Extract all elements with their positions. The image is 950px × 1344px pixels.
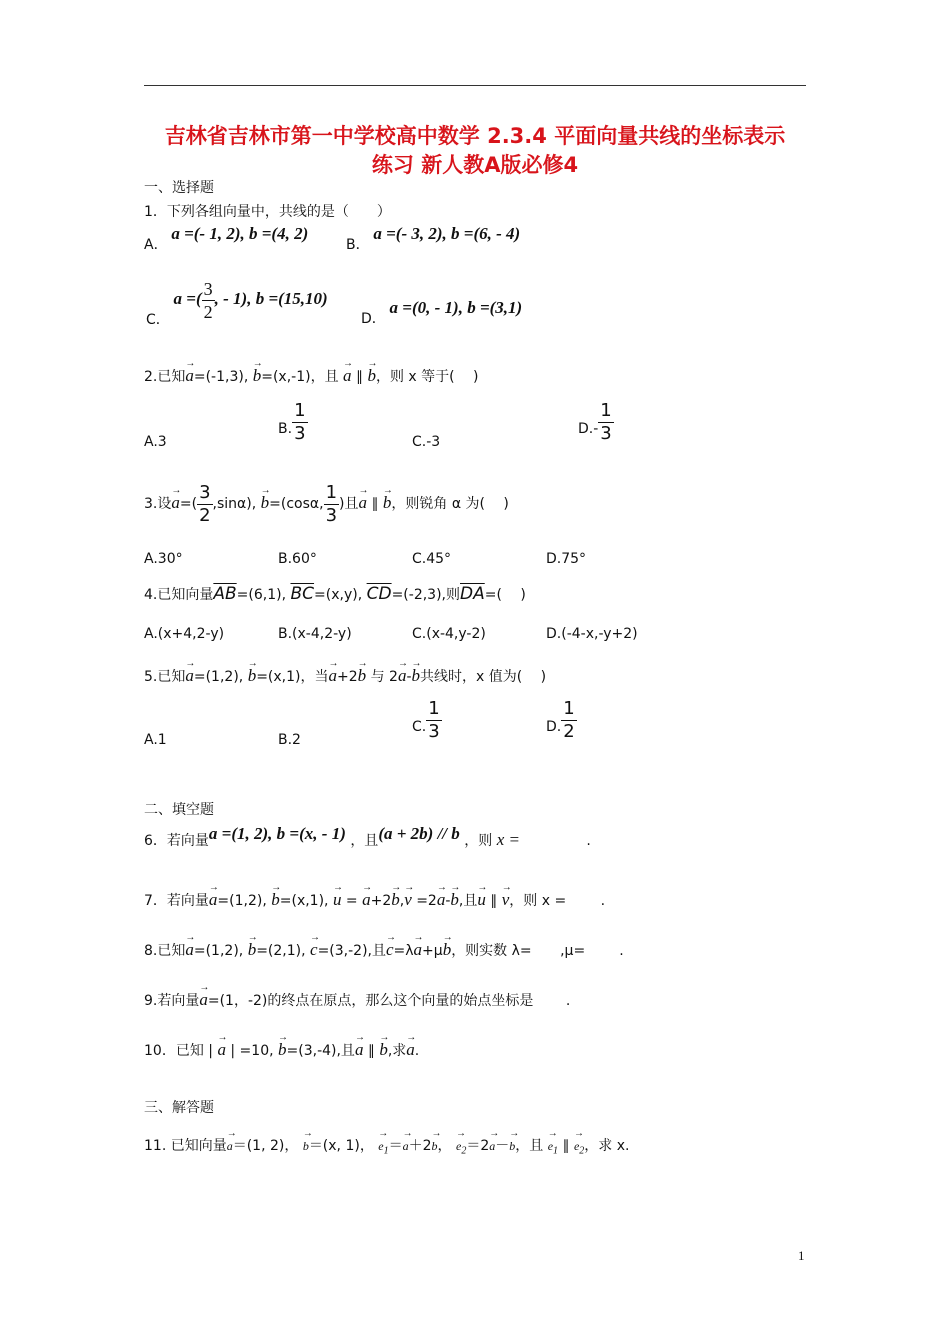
q1-b-expr: a =(- 3, 2), b =(6, - 4): [373, 224, 521, 243]
text-fragment: a =(1, 2), b =(x, - 1): [208, 824, 346, 843]
q1-option-a: [144, 224, 309, 254]
vector-a: → a: [185, 360, 194, 386]
text-fragment: ，则锐角 α 为( ): [391, 496, 509, 512]
text-fragment: .: [619, 943, 624, 959]
q1-option-d: [361, 298, 523, 327]
q2-option-d: [578, 400, 614, 445]
text-fragment: ∥: [490, 893, 498, 909]
text-fragment: , - 1), b =(15,10): [214, 288, 328, 308]
vector-b: → b: [253, 360, 262, 386]
text-fragment: 2: [461, 1145, 467, 1157]
vector-symbol: → b: [450, 884, 459, 910]
q3-option-c: C.45°: [412, 551, 452, 567]
text-fragment: ,sinα),: [212, 496, 257, 512]
vector-symbol: [574, 1130, 584, 1161]
q4-option-a: A.(x+4,2-y): [144, 626, 225, 642]
text-fragment: ，求 x.: [584, 1138, 630, 1154]
text-fragment: e: [456, 1139, 462, 1153]
vector-symbol: → a: [185, 660, 194, 686]
text-fragment: =(-2,3),则: [391, 587, 460, 603]
text-fragment: 3: [294, 423, 306, 444]
text-fragment: )且: [339, 496, 359, 512]
vector-symbol: → a: [355, 1034, 364, 1060]
q2-option-c: C.-3: [412, 434, 441, 450]
text-fragment: 1: [428, 698, 440, 719]
q6-stem: [144, 824, 591, 851]
fraction: [197, 482, 212, 527]
text-fragment: 2.已知: [144, 369, 186, 385]
q1-a-expr: a =(- 1, 2), b =(4, 2): [171, 224, 309, 243]
text-fragment: 4.已知向量: [144, 587, 214, 603]
text-fragment: +2: [336, 669, 358, 685]
vector-symbol: → a: [328, 660, 337, 686]
text-fragment: 8.已知: [144, 943, 186, 959]
vector-symbol: [456, 1130, 466, 1161]
text-fragment: D．: [361, 311, 386, 327]
q7-stem: [144, 884, 605, 911]
vector-symbol: → b: [379, 1034, 388, 1060]
text-fragment: =(x,y),: [314, 587, 363, 603]
text-fragment: 1: [563, 698, 575, 719]
vector-symbol: → a: [437, 884, 446, 910]
text-fragment: 6．若向量: [144, 833, 209, 849]
vector-symbol: → b: [261, 474, 270, 526]
text-fragment: =(x,1),: [279, 893, 329, 909]
vector-symbol: [548, 1130, 558, 1161]
vector-symbol: → a: [362, 884, 371, 910]
text-fragment: B.: [278, 420, 293, 437]
text-fragment: =(1,2),: [193, 669, 244, 685]
header-rule: [144, 85, 806, 86]
text-fragment: ，且: [350, 833, 379, 849]
text-fragment: 3: [600, 423, 612, 444]
text-fragment: =2: [416, 893, 437, 909]
text-fragment: 2: [199, 504, 211, 526]
text-fragment: 9.若向量: [144, 993, 200, 1009]
text-fragment: | =10,: [230, 1043, 274, 1059]
text-fragment: ，且: [515, 1138, 544, 1154]
vector-symbol: → b: [271, 884, 280, 910]
text-fragment: x =: [496, 830, 520, 849]
fraction: [292, 400, 307, 445]
fraction: [598, 400, 613, 445]
text-fragment: 1: [294, 400, 306, 421]
vector-symbol: → a: [209, 884, 218, 910]
text-fragment: 1: [325, 481, 338, 503]
vector-symbol: → b: [278, 1034, 287, 1060]
text-fragment: =(x,1)，当: [256, 669, 329, 685]
q4-option-d: D.(-4-x,-y+2): [546, 626, 638, 642]
section-answer: 三、解答题: [144, 1100, 214, 1116]
text-fragment: =(cosα,: [269, 496, 324, 512]
text-fragment: D.-: [578, 420, 599, 437]
text-fragment: =( ): [484, 587, 526, 603]
vector-symbol: → a: [358, 474, 367, 526]
fraction: [426, 698, 441, 743]
vector-symbol: → v: [404, 884, 412, 910]
vector-symbol: → b: [383, 474, 392, 526]
text-fragment: +2: [370, 893, 392, 909]
q1-option-b: [346, 224, 521, 254]
vector-symbol: → a: [199, 984, 208, 1010]
vector-symbol: → u: [333, 884, 342, 910]
vector-symbol: → b: [509, 1130, 515, 1156]
text-fragment: =(: [179, 496, 198, 512]
doc-title-line2: 练习 新人教A版必修4: [371, 153, 579, 177]
text-fragment: =λ: [393, 943, 414, 959]
text-fragment: a =(0, - 1), b =(3,1): [389, 298, 523, 317]
text-fragment: ＋2: [408, 1138, 432, 1154]
fraction: [561, 698, 576, 743]
text-fragment: ,求: [387, 1043, 407, 1059]
text-fragment: 2: [579, 1145, 585, 1157]
vector-symbol: → b: [432, 1130, 438, 1156]
text-fragment: A．: [144, 237, 168, 253]
text-fragment: =(1,2),: [217, 893, 267, 909]
vector-c: → c: [310, 934, 318, 960]
section-fill: 二、填空题: [144, 802, 214, 818]
vector-symbol: [378, 1130, 388, 1161]
vector-symbol: → a: [489, 1130, 495, 1156]
vector-symbol: → a: [227, 1130, 233, 1156]
q2-stem: [144, 360, 479, 387]
text-fragment: 1: [600, 400, 612, 421]
q5-option-a: A.1: [144, 732, 167, 748]
q3-option-d: D.75°: [546, 551, 587, 567]
fraction: [202, 278, 215, 323]
q3-option-b: B.60°: [278, 551, 317, 567]
q1-stem: 1．下列各组向量中，共线的是（ ）: [144, 204, 391, 220]
text-fragment: 1: [383, 1145, 389, 1157]
vector-symbol: → v: [502, 884, 510, 910]
text-fragment: B．: [346, 237, 370, 253]
vector-symbol: → b: [391, 884, 400, 910]
text-fragment: ∥: [371, 496, 379, 512]
text-fragment: e: [573, 1139, 580, 1153]
vector-symbol: → b: [412, 660, 421, 686]
text-fragment: ，则: [464, 833, 493, 849]
text-fragment: $\overline{DA}$: [460, 584, 485, 604]
text-fragment: －: [495, 1138, 510, 1154]
page-number: 1: [798, 1248, 805, 1263]
q5-option-d: [546, 698, 577, 743]
text-fragment: ，则 x 等于( ): [375, 369, 479, 385]
text-fragment: =: [345, 893, 358, 909]
text-fragment: $\overline{BC}$: [290, 584, 315, 604]
q5-option-c: [412, 698, 442, 743]
text-fragment: ，则 x =: [509, 893, 567, 909]
text-fragment: 3.设: [144, 496, 172, 512]
text-fragment: 2: [203, 302, 213, 322]
text-fragment: ∥: [562, 1138, 570, 1154]
text-fragment: 2: [563, 721, 575, 742]
vector-symbol: → a: [403, 1130, 409, 1156]
text-fragment: 共线时，x 值为( ): [420, 669, 547, 685]
text-fragment: ，则实数 λ=: [451, 943, 532, 959]
text-fragment: $\overline{CD}$: [366, 584, 392, 604]
q4-option-c: C.(x-4,y-2): [412, 626, 486, 642]
text-fragment: 11. 已知向量: [144, 1138, 227, 1154]
text-fragment: 5.已知: [144, 669, 186, 685]
text-fragment: ＝(1, 2)，: [232, 1138, 299, 1154]
text-fragment: a =(: [173, 288, 202, 308]
q1-option-c: [146, 278, 328, 328]
text-fragment: ＝(x, 1)，: [308, 1138, 374, 1154]
text-fragment: 3: [199, 481, 211, 503]
text-fragment: ∥: [356, 369, 363, 385]
text-fragment: 3: [325, 504, 338, 526]
q10-stem: [144, 1034, 419, 1061]
vector-symbol: → b: [303, 1130, 309, 1156]
vector-symbol: → a: [217, 1034, 226, 1060]
text-fragment: 1: [553, 1145, 559, 1157]
text-fragment: $\overline{AB}$: [213, 584, 237, 604]
vector-symbol: → a: [171, 474, 180, 526]
text-fragment: =(3,-4),且: [286, 1043, 355, 1059]
text-fragment: e: [378, 1139, 384, 1153]
text-fragment: C．: [146, 311, 170, 328]
text-fragment: .: [600, 893, 606, 909]
q11-stem: [144, 1130, 629, 1161]
fraction: [324, 482, 339, 527]
text-fragment: e: [547, 1139, 554, 1153]
text-fragment: C.: [412, 718, 427, 735]
q3-option-a: A.30°: [144, 551, 183, 567]
text-fragment: =(1,2),: [193, 943, 244, 959]
text-fragment: -: [406, 669, 412, 685]
text-fragment: 7．若向量: [144, 893, 209, 909]
vector-symbol: → b: [443, 934, 452, 960]
text-fragment: =(6,1),: [236, 587, 287, 603]
vector-symbol: → b: [248, 934, 257, 960]
q5-option-b: B.2: [278, 732, 301, 748]
q4-stem: [144, 584, 526, 605]
doc-title-line1: 吉林省吉林市第一中学校高中数学 2.3.4 平面向量共线的坐标表示: [164, 124, 786, 148]
text-fragment: 与 2: [370, 669, 398, 685]
text-fragment: ＝: [388, 1138, 403, 1154]
text-fragment: ＝2: [466, 1138, 490, 1154]
text-fragment: .: [586, 833, 591, 849]
vector-symbol: → a: [343, 360, 352, 386]
q2-option-a: A.3: [144, 434, 167, 450]
text-fragment: =(3,-2),且: [317, 943, 386, 959]
text-fragment: ∥: [367, 1043, 375, 1059]
text-fragment: ,且: [458, 893, 478, 909]
q3-stem: [144, 474, 509, 527]
text-fragment: 10．已知 |: [144, 1043, 213, 1059]
text-fragment: =(-1,3),: [193, 369, 249, 385]
vector-symbol: → a: [185, 934, 194, 960]
text-fragment: +μ: [422, 943, 443, 959]
text-fragment: ,: [399, 893, 405, 909]
vector-symbol: → b: [367, 360, 376, 386]
text-fragment: ,μ=: [560, 943, 586, 959]
vector-symbol: → a: [398, 660, 407, 686]
q5-stem: [144, 660, 546, 687]
text-fragment: =(x,-1)，且: [261, 369, 339, 385]
text-fragment: =(1，-2)的终点在原点，那么这个向量的始点坐标是: [207, 993, 534, 1009]
vector-symbol: → c: [386, 934, 394, 960]
text-fragment: ，: [437, 1138, 452, 1154]
text-fragment: D.: [546, 718, 562, 735]
vector-symbol: → a: [406, 1034, 415, 1060]
text-fragment: (a + 2b) // b: [378, 824, 460, 843]
vector-symbol: → b: [358, 660, 367, 686]
text-fragment: .: [414, 1043, 420, 1059]
vector-symbol: → b: [248, 660, 257, 686]
vector-symbol: → u: [477, 884, 486, 910]
q9-stem: [144, 984, 570, 1011]
q8-stem: [144, 934, 624, 961]
q2-option-b: [278, 400, 308, 445]
text-fragment: 3: [203, 279, 213, 299]
text-fragment: =(2,1),: [256, 943, 306, 959]
text-fragment: 3: [428, 721, 440, 742]
q4-option-b: B.(x-4,2-y): [278, 626, 352, 642]
vector-symbol: → a: [414, 934, 423, 960]
section-choice: 一、选择题: [144, 180, 214, 196]
text-fragment: -: [445, 893, 451, 909]
text-fragment: .: [565, 993, 571, 1009]
